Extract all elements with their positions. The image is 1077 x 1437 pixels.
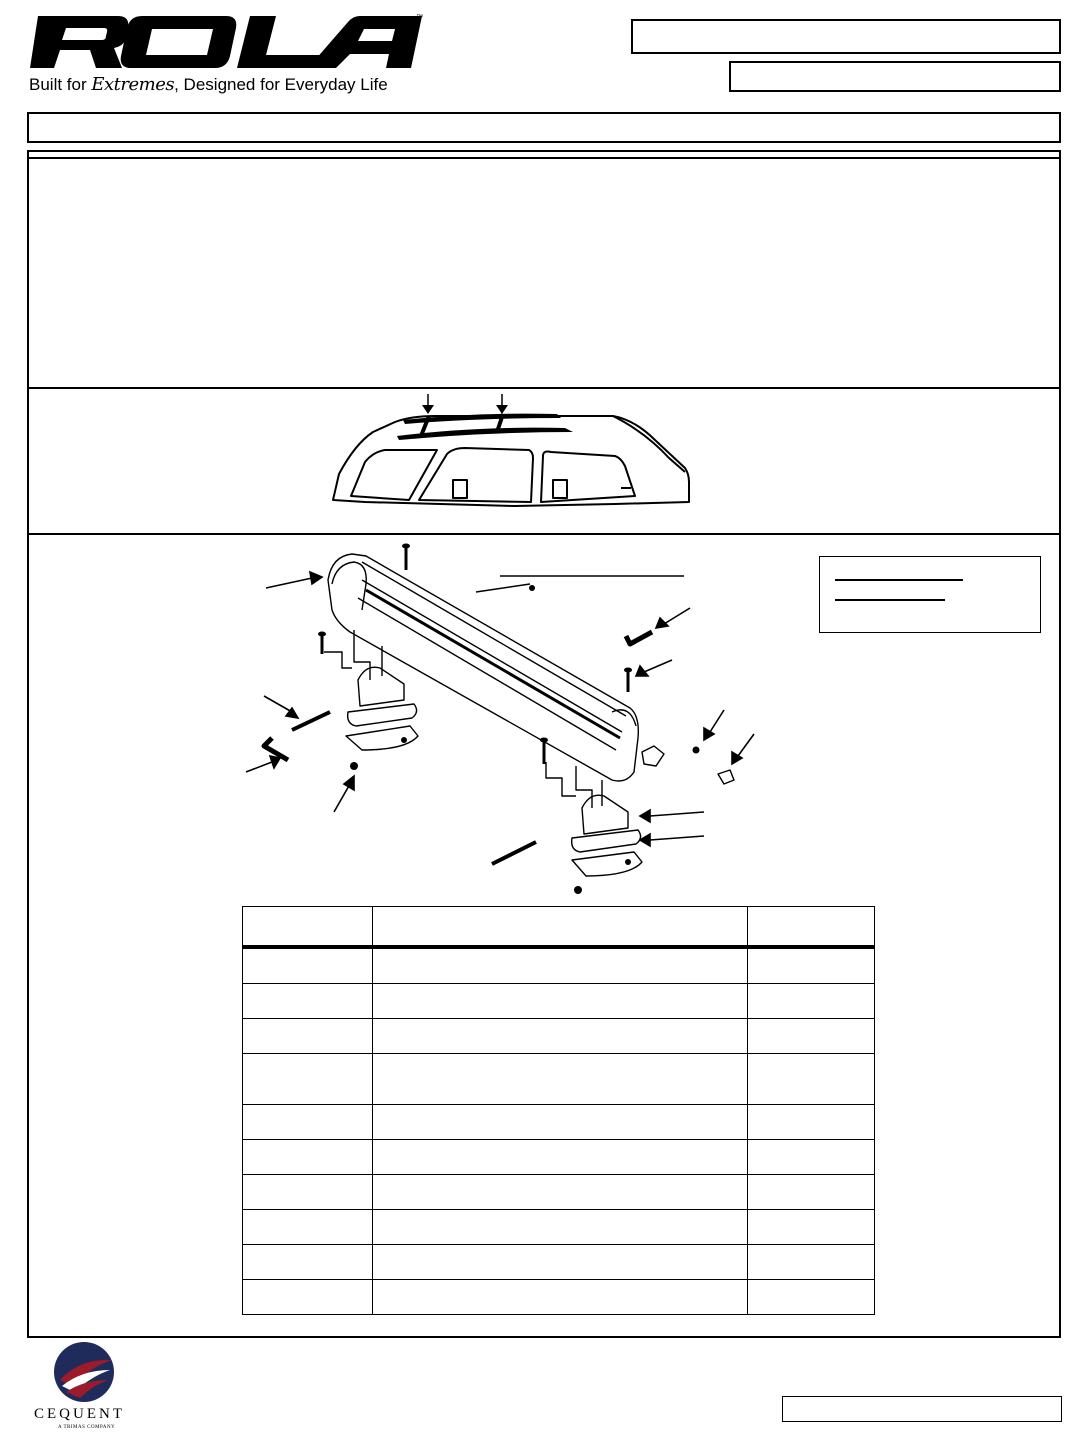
table-row (243, 1140, 875, 1175)
table-cell (748, 1105, 875, 1140)
table-cell (372, 1019, 747, 1054)
table-cell (748, 1175, 875, 1210)
table-cell (243, 1175, 373, 1210)
table-row (243, 1210, 875, 1245)
table-header-row (243, 907, 875, 948)
table-cell (748, 1210, 875, 1245)
document-subtitle-box (729, 61, 1061, 92)
table-cell (372, 984, 747, 1019)
rola-logo (30, 14, 425, 70)
table-cell (748, 1019, 875, 1054)
table-cell (372, 1245, 747, 1280)
ski-rack-exploded-diagram (236, 540, 766, 902)
section-divider (27, 533, 1061, 535)
callout-arrows (246, 572, 754, 846)
header-cell (372, 907, 747, 948)
note-underline-1 (835, 579, 963, 581)
table-cell (748, 1140, 875, 1175)
table-cell (243, 1280, 373, 1315)
section-heading-bar (27, 112, 1061, 143)
table-cell (372, 1054, 747, 1105)
trademark-symbol: ™ (416, 14, 423, 21)
parts-list-table (242, 906, 875, 1315)
instructions-box (27, 157, 1061, 389)
vehicle-roof-illustration (325, 392, 705, 520)
table-cell (372, 1140, 747, 1175)
table-row (243, 1105, 875, 1140)
table-cell (748, 1054, 875, 1105)
table-cell (243, 1019, 373, 1054)
tagline-script-word: Extremes (91, 74, 175, 95)
table-row (243, 1280, 875, 1315)
table-row (243, 1245, 875, 1280)
table-cell (748, 1280, 875, 1315)
cequent-logo-icon (52, 1340, 116, 1404)
table-row (243, 984, 875, 1019)
crossbar-arrow-right (496, 394, 508, 414)
table-cell (243, 947, 373, 984)
tagline-end: , Designed for Everyday Life (174, 75, 388, 94)
note-underline-2 (835, 599, 945, 601)
tagline-start: Built for (29, 75, 92, 94)
table-cell (243, 1140, 373, 1175)
header-cell (748, 907, 875, 948)
table-cell (372, 1280, 747, 1315)
table-cell (243, 1245, 373, 1280)
table-cell (372, 1175, 747, 1210)
note-box (819, 556, 1041, 633)
table-cell (243, 1054, 373, 1105)
table-row (243, 947, 875, 984)
table-cell (372, 1105, 747, 1140)
crossbar-arrow-left (422, 394, 434, 414)
table-cell (748, 1245, 875, 1280)
table-cell (748, 947, 875, 984)
table-cell (243, 1105, 373, 1140)
table-row (243, 1175, 875, 1210)
document-title-box (631, 19, 1061, 54)
cequent-subtext: A TRIMAS COMPANY (58, 1425, 116, 1430)
header-cell (243, 907, 373, 948)
table-cell (243, 984, 373, 1019)
footer-reference-box (782, 1396, 1062, 1422)
table-cell (372, 947, 747, 984)
cequent-wordmark: CEQUENT (34, 1406, 125, 1422)
table-cell (243, 1210, 373, 1245)
table-row (243, 1019, 875, 1054)
table-row (243, 1054, 875, 1105)
table-cell (372, 1210, 747, 1245)
table-cell (748, 984, 875, 1019)
tagline (29, 74, 388, 95)
